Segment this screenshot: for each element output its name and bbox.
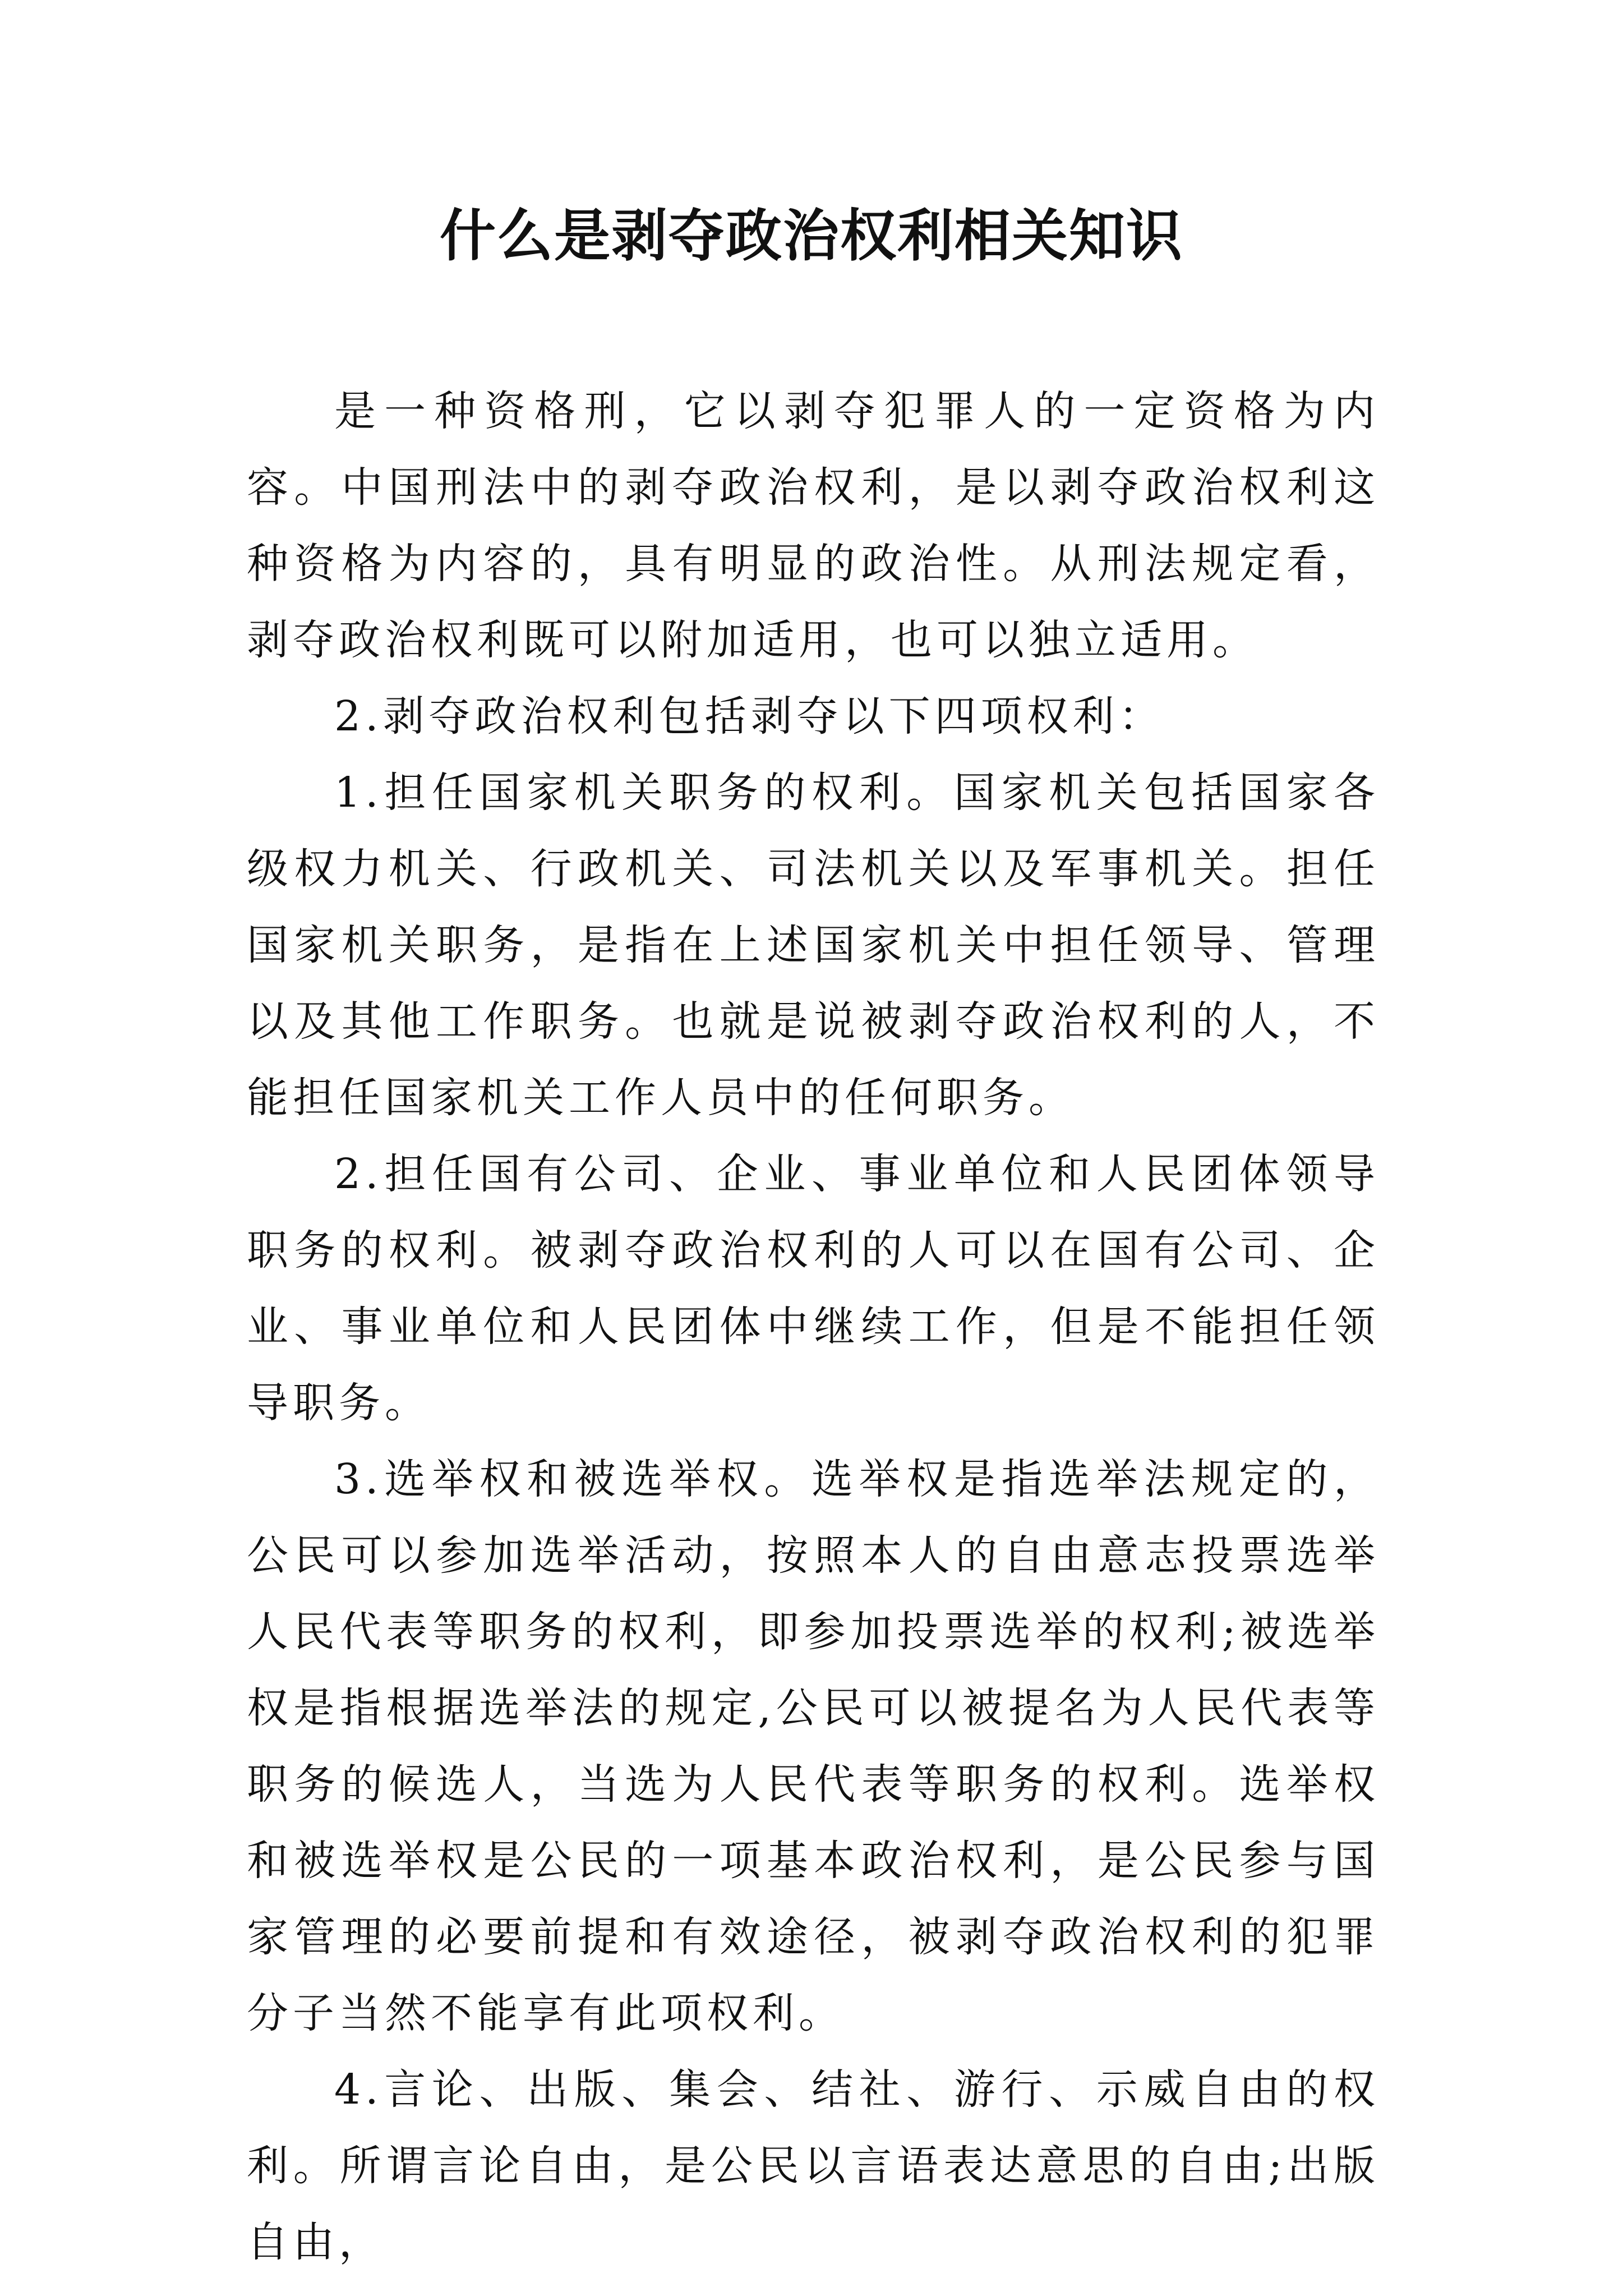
paragraph-intro: 是一种资格刑，它以剥夺犯罪人的一定资格为内容。中国刑法中的剥夺政治权利，是以剥夺政治权利这种资格为内容的，具有明显的政治性。从刑法规定看，剥夺政治权利既可以附加适用，也可以独立适用。 [247, 387, 1380, 664]
paragraph-right-4: 4.言论、出版、集会、结社、游行、示威自由的权利。所谓言论自由，是公民以言语表达意思的自由;出版自由， [247, 2065, 1380, 2266]
document-title: 什么是剥夺政治权利相关知识 [440, 203, 1183, 269]
document-body [247, 373, 1380, 2280]
paragraph-right-2: 2.担任国有公司、企业、事业单位和人民团体领导职务的权利。被剥夺政治权利的人可以在国有公司、企业、事业单位和人民团体中继续工作，但是不能担任领导职务。 [247, 1150, 1380, 1427]
paragraph-four-rights-heading: 2.剥夺政治权利包括剥夺以下四项权利： [334, 692, 1165, 740]
paragraph-right-1: 1.担任国家机关职务的权利。国家机关包括国家各级权力机关、行政机关、司法机关以及军事机关。担任国家机关职务，是指在上述国家机关中担任领导、管理以及其他工作职务。也就是说被剥夺政治权利的人，不能担任国家机关工作人员中的任何职务。 [247, 769, 1380, 1122]
paragraph-right-3: 3.选举权和被选举权。选举权是指选举法规定的，公民可以参加选举活动，按照本人的自由意志投票选举人民代表等职务的权利，即参加投票选举的权利;被选举权是指根据选举法的规定,公民可以被提名为人民代表等职务的候选人，当选为人民代表等职务的权利。选举权和被选举权是公民的一项基本政治权利，是公民参与国家管理的必要前提和有效途径，被剥夺政治权利的犯罪分子当然不能享有此项权利。 [247, 1455, 1380, 2037]
